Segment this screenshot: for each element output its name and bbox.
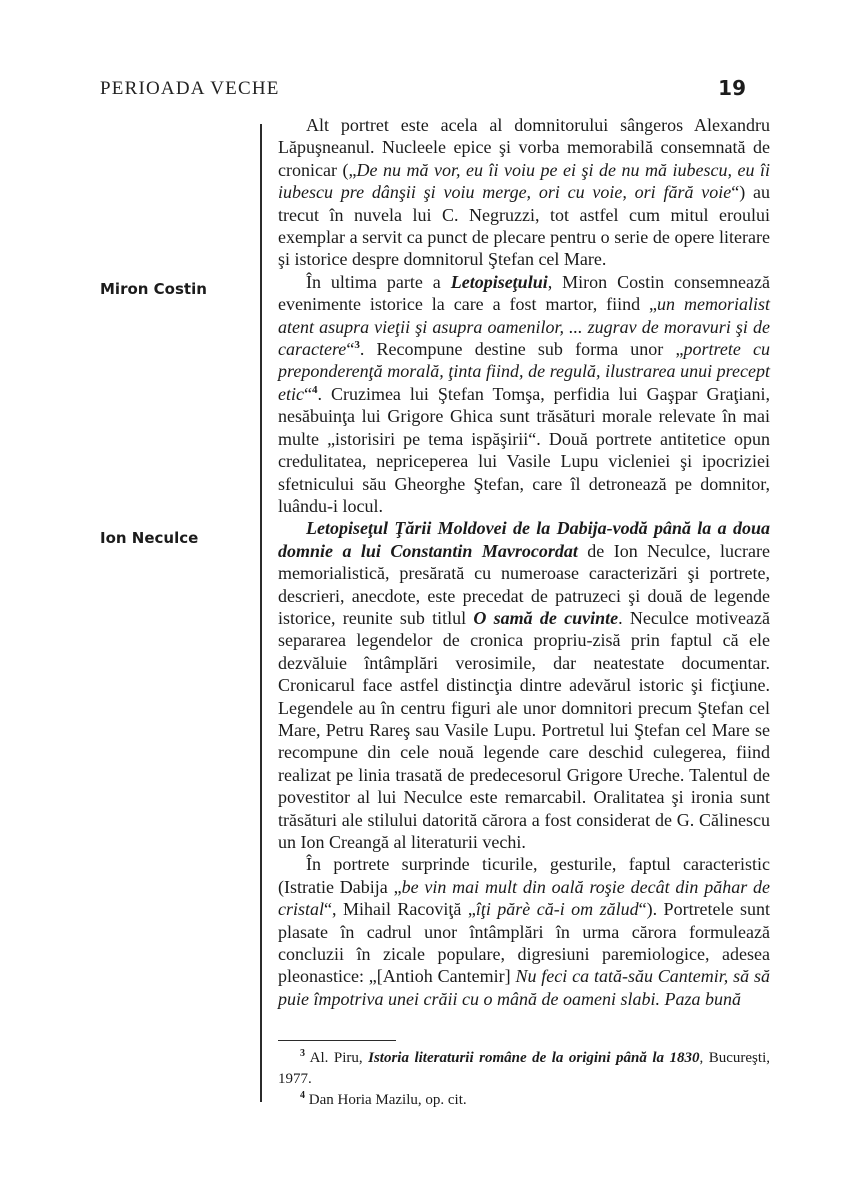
margin-divider-rule	[260, 124, 262, 1102]
paragraph-portrete: În portrete surprinde ticurile, gesturile, faptul caracteristic (Istratie Dabija „be vin mai mult din oală roşie decât din păhar de cristal“, Mihail Racoviţă „îţi părè că-i om zălud“). Portretele sunt plasate în cadrul unor întâmplări în urma cărora formulează concluzii în zicale populare, digresiuni paremiologice, adesea pleonastice: „[Antioh Cantemir] Nu feci ca tată-său Cantemir, să să puie împotriva unei crăii cu o mână de oameni slabi. Paza bună	[278, 854, 771, 1009]
footnotes-section	[278, 1040, 770, 1111]
page-header-title: PERIOADA VECHE	[100, 78, 280, 99]
paragraph-alexandru-lapusneanul: Alt portret este acela al domnitorului sângeros Alexandru Lăpuşneanul. Nucleele epice şi vorba memorabilă consemnată de cronicar („De nu mă vor, eu îi voiu pe ei şi de nu mă iubescu, eu îi iubescu pre dânşii şi voiu merge, ori cu voie, ori fără voie“) au trecut în nuvela lui C. Negruzzi, tot astfel cum mitul eroului exemplar a servit ca punct de plecare pentru o serie de opere literare şi istorice despre domnitorul Ştefan cel Mare.	[278, 115, 770, 270]
margin-label-miron-costin: Miron Costin	[100, 280, 207, 298]
paragraph-miron-costin: În ultima parte a Letopiseţului, Miron Costin consemnează evenimente istorice la care a fost martor, fiind „un memorialist atent asupra vieţii şi asupra oamenilor, ... zugrav de moravuri şi de caractere“$^3$. Recompune destine sub forma unor „portrete cu preponderenţă morală, ţinta fiind, de regulă, ilustrarea unui precept etic“$^4$. Cruzimea lui Ştefan Tomşa, perfidia lui Gaşpar Graţiani, nesăbuinţa lui Grigore Ghica sunt trăsături morale relevate în mai multe „istorisiri pe tema ispăşirii“. Două portrete antitetice opun credulitatea, nepriceperea lui Vasile Lupu vicleniei şi ipocriziei sfetnicului său Gheorghe Ştefan, care îl detronează pe domnitor, luându-i locul.	[278, 271, 771, 516]
footnote-4: $^4$ Dan Horia Mazilu, op. cit.	[300, 1090, 467, 1108]
margin-label-ion-neculce: Ion Neculce	[100, 529, 199, 547]
paragraph-ion-neculce: Letopiseţul Ţării Moldovei de la Dabija-vodă până la a doua domnie a lui Constantin Mavrocordat de Ion Neculce, lucrare memorialistică, presărată cu numeroase caracterizări şi portrete, descrieri, anecdote, este precedat de patruzeci şi două de legende istorice, reunite sub titlul O samă de cuvinte. Neculce motivează separarea legendelor de cronica propriu-zisă prin faptul că ele dezvăluie întâmplări verosimile, dar neatestate documentar. Cronicarul face astfel distincţia dintre adevărul istoric şi ficţiune. Legendele au în centru figuri ale unor domnitori precum Ştefan cel Mare, Petru Rareş sau Vasile Lupu. Portretul lui Ştefan cel Mare se recompune din cele nouă legende care deschid culegerea, fiind realizat pe linia trasată de predecesorul Grigore Ureche. Talentul de povestitor al lui Neculce este remarcabil. Oralitatea şi ironia sunt trăsături ale stilului datorită cărora a fost considerat de G. Călinescu un Ion Creangă al literaturii vechi.	[278, 518, 770, 852]
footnote-3: $^3$ Al. Piru, Istoria literaturii române de la origini până la 1830, Bucureşti, 1977.	[278, 1048, 770, 1087]
body-text-column	[278, 114, 770, 1010]
footnote-separator-rule	[278, 1040, 396, 1041]
page-number: 19	[718, 76, 746, 100]
